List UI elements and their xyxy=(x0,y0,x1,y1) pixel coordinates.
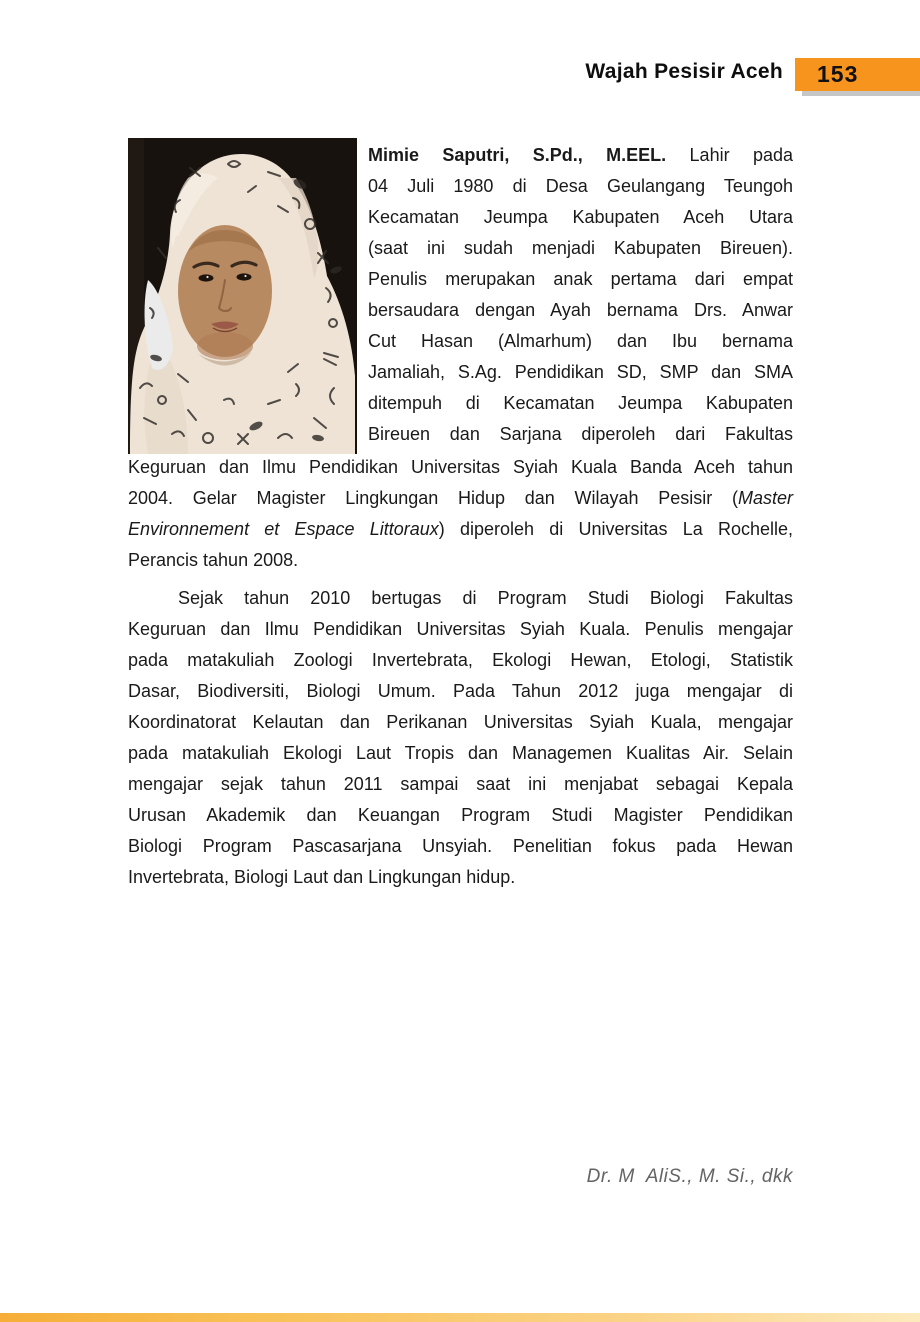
text-segment: Keguruan dan Ilmu Pendidikan Universitas Syiah Kuala Banda Aceh tahun xyxy=(128,457,793,477)
text-segment: Keguruan dan Ilmu Pendidikan Universitas Syiah Kuala. Penulis mengajar xyxy=(128,619,793,639)
text-line xyxy=(368,388,793,419)
text-segment: mengajar sejak tahun 2011 sampai saat ini menjabat sebagai Kepala xyxy=(128,774,793,794)
page-title: Wajah Pesisir Aceh xyxy=(585,60,783,83)
text-segment: ) diperoleh di Universitas La Rochelle, xyxy=(438,519,793,539)
text-segment: Invertebrata, Biologi Laut dan Lingkungan hidup. xyxy=(128,867,516,887)
text-line xyxy=(128,831,793,862)
text-line xyxy=(128,707,793,738)
text-line xyxy=(128,483,793,514)
text-line xyxy=(368,233,793,264)
text-line xyxy=(368,171,793,202)
text-segment: Mimie Saputri, S.Pd., M.EEL. xyxy=(368,145,667,165)
text-segment: Urusan Akademik dan Keuangan Program Studi Magister Pendidikan xyxy=(128,805,793,825)
text-line xyxy=(368,140,793,171)
text-segment: bersaudara dengan Ayah bernama Drs. Anwar xyxy=(368,300,793,320)
page-number: 153 xyxy=(817,61,859,87)
text-segment: (saat ini sudah menjadi Kabupaten Bireuen). xyxy=(368,238,793,258)
footer-author: Dr. M AliS., M. Si., dkk xyxy=(586,1166,793,1187)
bio-paragraph-2 xyxy=(128,583,793,893)
portrait-photo xyxy=(128,138,357,454)
text-segment: Bireuen dan Sarjana diperoleh dari Fakultas xyxy=(368,424,793,444)
text-segment: Kecamatan Jeumpa Kabupaten Aceh Utara xyxy=(368,207,793,227)
text-segment: Lahir pada xyxy=(666,145,793,165)
text-line xyxy=(128,545,793,576)
text-segment: Perancis tahun 2008. xyxy=(128,550,299,570)
page-number-badge xyxy=(795,58,920,91)
text-segment: Cut Hasan (Almarhum) dan Ibu bernama xyxy=(368,331,793,351)
bio-paragraph-1-full-width xyxy=(128,452,793,576)
text-line xyxy=(368,202,793,233)
text-segment: ditempuh di Kecamatan Jeumpa Kabupaten xyxy=(368,393,793,413)
text-segment: Penulis merupakan anak pertama dari empat xyxy=(368,269,793,289)
text-line xyxy=(128,862,793,893)
text-segment: Environnement et Espace Littoraux xyxy=(128,519,439,539)
text-line xyxy=(368,295,793,326)
text-line xyxy=(368,357,793,388)
text-line xyxy=(128,738,793,769)
text-segment: pada matakuliah Ekologi Laut Tropis dan Managemen Kualitas Air. Selain xyxy=(128,743,793,763)
text-segment: Sejak tahun 2010 bertugas di Program Studi Biologi Fakultas xyxy=(178,588,793,608)
text-line xyxy=(128,614,793,645)
text-segment: Koordinatorat Kelautan dan Perikanan Universitas Syiah Kuala, mengajar xyxy=(128,712,793,732)
text-segment: 04 Juli 1980 di Desa Geulangang Teungoh xyxy=(368,176,793,196)
text-line xyxy=(128,583,793,614)
text-line xyxy=(128,676,793,707)
text-line xyxy=(368,264,793,295)
text-segment: 2004. Gelar Magister Lingkungan Hidup dan Wilayah Pesisir ( xyxy=(128,488,738,508)
bottom-accent-bar xyxy=(0,1313,920,1322)
text-segment: Jamaliah, S.Ag. Pendidikan SD, SMP dan SMA xyxy=(368,362,793,382)
text-line xyxy=(128,645,793,676)
portrait-photo-graphic xyxy=(128,138,357,454)
text-line xyxy=(128,800,793,831)
text-segment: Biologi Program Pascasarjana Unsyiah. Penelitian fokus pada Hewan xyxy=(128,836,793,856)
text-line xyxy=(128,769,793,800)
text-line xyxy=(368,326,793,357)
bio-paragraph-1-beside-photo xyxy=(368,140,793,450)
text-segment: Master xyxy=(737,488,793,508)
text-line xyxy=(128,452,793,483)
text-segment: Dasar, Biodiversiti, Biologi Umum. Pada Tahun 2012 juga mengajar di xyxy=(128,681,793,701)
text-segment: pada matakuliah Zoologi Invertebrata, Ekologi Hewan, Etologi, Statistik xyxy=(128,650,793,670)
text-line xyxy=(128,514,793,545)
text-line xyxy=(368,419,793,450)
